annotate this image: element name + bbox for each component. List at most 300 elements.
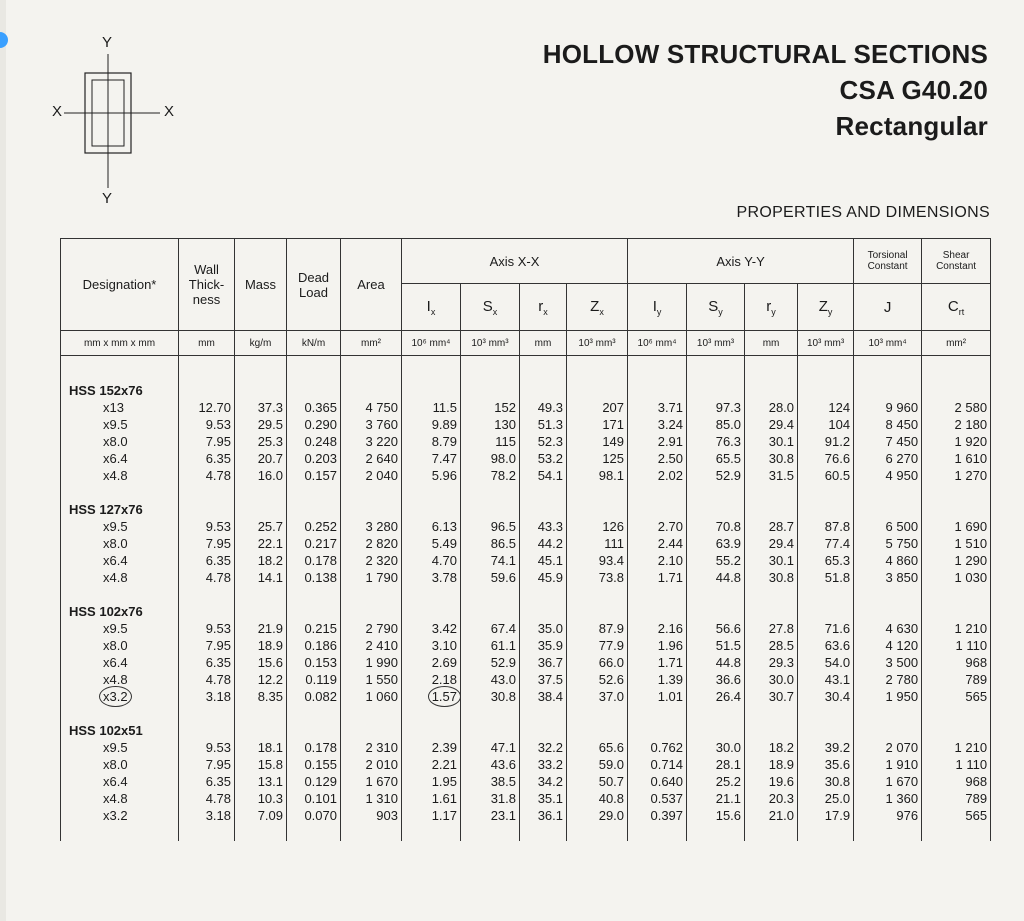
table-row <box>61 467 991 484</box>
cell-dl: 0.290 <box>287 416 341 433</box>
cell-zx: 59.0 <box>567 756 628 773</box>
cell-c: 1 110 <box>922 756 991 773</box>
cell-sx: 67.4 <box>461 620 520 637</box>
cell-dl: 0.138 <box>287 569 341 586</box>
table-row <box>61 790 991 807</box>
cell-sy: 55.2 <box>687 552 745 569</box>
cell-dl: 0.070 <box>287 807 341 824</box>
designation-cell <box>61 739 179 756</box>
table-row <box>61 739 991 756</box>
designation-cell <box>61 756 179 773</box>
cell-zx: 207 <box>567 399 628 416</box>
cell-dl: 0.215 <box>287 620 341 637</box>
cell-a: 903 <box>341 807 402 824</box>
group-name: HSS 102x51 <box>61 722 179 739</box>
table-row <box>61 450 991 467</box>
header-axis-xx: Axis X-X <box>402 239 628 284</box>
cell-a: 1 990 <box>341 654 402 671</box>
cell-iy: 3.24 <box>628 416 687 433</box>
cell-t: 4.78 <box>179 790 235 807</box>
cell-t: 9.53 <box>179 416 235 433</box>
cell-a: 1 790 <box>341 569 402 586</box>
cell-j: 3 850 <box>854 569 922 586</box>
cell-ry: 30.7 <box>745 688 798 705</box>
cell-j: 1 950 <box>854 688 922 705</box>
cell-t: 6.35 <box>179 552 235 569</box>
cell-ry: 20.3 <box>745 790 798 807</box>
cell-ix: 8.79 <box>402 433 461 450</box>
cell-c: 1 610 <box>922 450 991 467</box>
cell-ry: 19.6 <box>745 773 798 790</box>
cell-dl: 0.129 <box>287 773 341 790</box>
units-row <box>61 331 991 356</box>
designation-value: x9.5 <box>103 740 128 755</box>
table-row <box>61 416 991 433</box>
cell-ry: 18.2 <box>745 739 798 756</box>
unit-mass: kg/m <box>235 331 287 356</box>
cell-ry: 29.4 <box>745 535 798 552</box>
unit-crt: mm² <box>922 331 991 356</box>
cell-ry: 21.0 <box>745 807 798 824</box>
cell-a: 1 060 <box>341 688 402 705</box>
designation-value: x9.5 <box>103 519 128 534</box>
y-axis-bottom-label: Y <box>102 190 113 207</box>
cell-iy: 1.71 <box>628 654 687 671</box>
cell-iy: 0.397 <box>628 807 687 824</box>
cell-m: 8.35 <box>235 688 287 705</box>
cell-dl: 0.157 <box>287 467 341 484</box>
cell-zx: 87.9 <box>567 620 628 637</box>
cell-j: 3 500 <box>854 654 922 671</box>
cell-dl: 0.252 <box>287 518 341 535</box>
cell-zx: 29.0 <box>567 807 628 824</box>
cell-iy: 2.16 <box>628 620 687 637</box>
cell-rx: 43.3 <box>520 518 567 535</box>
cell-dl: 0.082 <box>287 688 341 705</box>
cell-sx: 38.5 <box>461 773 520 790</box>
table-row <box>61 807 991 824</box>
unit-j: 10³ mm⁴ <box>854 331 922 356</box>
cell-dl: 0.248 <box>287 433 341 450</box>
cell-c: 968 <box>922 773 991 790</box>
cell-sx: 61.1 <box>461 637 520 654</box>
header-torsional: Torsional Constant <box>854 239 922 284</box>
table-row <box>61 620 991 637</box>
cell-sx: 47.1 <box>461 739 520 756</box>
cell-sy: 28.1 <box>687 756 745 773</box>
cell-iy: 0.762 <box>628 739 687 756</box>
designation-cell <box>61 790 179 807</box>
title-line-3: Rectangular <box>835 111 988 141</box>
cell-iy: 2.10 <box>628 552 687 569</box>
table-body <box>61 356 991 842</box>
title-block <box>543 36 988 144</box>
scan-marker-dot <box>0 32 8 48</box>
cell-rx: 32.2 <box>520 739 567 756</box>
designation-cell <box>61 807 179 824</box>
cell-c: 565 <box>922 688 991 705</box>
cell-m: 22.1 <box>235 535 287 552</box>
cell-ix: 9.89 <box>402 416 461 433</box>
cell-ry: 29.3 <box>745 654 798 671</box>
cell-ix: 2.69 <box>402 654 461 671</box>
cell-ry: 30.1 <box>745 552 798 569</box>
unit-zy: 10³ mm³ <box>798 331 854 356</box>
designation-cell <box>61 637 179 654</box>
cell-dl: 0.155 <box>287 756 341 773</box>
cell-ix: 7.47 <box>402 450 461 467</box>
unit-wall: mm <box>179 331 235 356</box>
cell-zx: 37.0 <box>567 688 628 705</box>
unit-dead-load: kN/m <box>287 331 341 356</box>
cell-zy: 65.3 <box>798 552 854 569</box>
table-row <box>61 637 991 654</box>
cell-j: 2 780 <box>854 671 922 688</box>
cell-m: 14.1 <box>235 569 287 586</box>
cell-j: 7 450 <box>854 433 922 450</box>
cell-sx: 23.1 <box>461 807 520 824</box>
cell-sy: 76.3 <box>687 433 745 450</box>
cell-j: 6 500 <box>854 518 922 535</box>
cell-c: 1 920 <box>922 433 991 450</box>
cell-m: 18.2 <box>235 552 287 569</box>
unit-iy: 10⁶ mm⁴ <box>628 331 687 356</box>
cell-zx: 50.7 <box>567 773 628 790</box>
designation-value: x8.0 <box>103 638 128 653</box>
cell-iy: 2.91 <box>628 433 687 450</box>
cell-dl: 0.186 <box>287 637 341 654</box>
cell-sy: 63.9 <box>687 535 745 552</box>
designation-value: x3.2 <box>103 689 128 704</box>
designation-value: x4.8 <box>103 791 128 806</box>
header-wall-thickness: Wall Thick- ness <box>179 239 235 331</box>
cell-c: 1 110 <box>922 637 991 654</box>
cell-zy: 54.0 <box>798 654 854 671</box>
cell-ix: 5.49 <box>402 535 461 552</box>
cell-dl: 0.153 <box>287 654 341 671</box>
cell-sx: 115 <box>461 433 520 450</box>
page-edge <box>0 0 6 921</box>
spacer-row <box>61 356 991 383</box>
cell-m: 37.3 <box>235 399 287 416</box>
y-axis-top-label: Y <box>102 34 113 51</box>
cell-zy: 76.6 <box>798 450 854 467</box>
cell-sy: 44.8 <box>687 654 745 671</box>
cell-sy: 70.8 <box>687 518 745 535</box>
table-row <box>61 654 991 671</box>
cell-a: 2 310 <box>341 739 402 756</box>
sym-crt: $C_{rt}$ <box>922 284 991 331</box>
designation-value: x4.8 <box>103 468 128 483</box>
designation-value: x6.4 <box>103 553 128 568</box>
cell-rx: 52.3 <box>520 433 567 450</box>
designation-cell <box>61 467 179 484</box>
cell-m: 18.9 <box>235 637 287 654</box>
table-row <box>61 671 991 688</box>
cell-rx: 54.1 <box>520 467 567 484</box>
cell-j: 1 910 <box>854 756 922 773</box>
cell-a: 2 640 <box>341 450 402 467</box>
cell-ry: 29.4 <box>745 416 798 433</box>
cell-ix: 1.61 <box>402 790 461 807</box>
designation-cell <box>61 773 179 790</box>
sym-ix: $I_x$ <box>402 284 461 331</box>
cell-sx: 130 <box>461 416 520 433</box>
cell-zx: 73.8 <box>567 569 628 586</box>
cell-iy: 1.01 <box>628 688 687 705</box>
cell-ix: 1.57 <box>402 688 461 705</box>
cell-zy: 39.2 <box>798 739 854 756</box>
cell-a: 2 790 <box>341 620 402 637</box>
cell-j: 4 860 <box>854 552 922 569</box>
designation-cell <box>61 688 179 705</box>
sym-zx: $Z_x$ <box>567 284 628 331</box>
cell-iy: 0.640 <box>628 773 687 790</box>
cell-zy: 124 <box>798 399 854 416</box>
cell-ix: 2.21 <box>402 756 461 773</box>
group-header-row <box>61 382 991 399</box>
cell-j: 976 <box>854 807 922 824</box>
unit-area: mm² <box>341 331 402 356</box>
cell-iy: 0.714 <box>628 756 687 773</box>
cell-ry: 28.0 <box>745 399 798 416</box>
cell-iy: 1.96 <box>628 637 687 654</box>
cell-sy: 36.6 <box>687 671 745 688</box>
cell-c: 1 690 <box>922 518 991 535</box>
cell-sy: 15.6 <box>687 807 745 824</box>
cell-rx: 33.2 <box>520 756 567 773</box>
group-name: HSS 102x76 <box>61 603 179 620</box>
cell-iy: 2.44 <box>628 535 687 552</box>
cell-rx: 34.2 <box>520 773 567 790</box>
cell-zy: 71.6 <box>798 620 854 637</box>
cell-zx: 52.6 <box>567 671 628 688</box>
cell-zx: 149 <box>567 433 628 450</box>
cell-m: 18.1 <box>235 739 287 756</box>
cell-j: 4 950 <box>854 467 922 484</box>
table-row <box>61 518 991 535</box>
cell-ix: 1.95 <box>402 773 461 790</box>
cell-sx: 78.2 <box>461 467 520 484</box>
cell-ry: 27.8 <box>745 620 798 637</box>
cell-t: 7.95 <box>179 433 235 450</box>
cell-ry: 30.1 <box>745 433 798 450</box>
designation-cell <box>61 416 179 433</box>
header-axis-yy: Axis Y-Y <box>628 239 854 284</box>
designation-value: x3.2 <box>103 808 128 823</box>
designation-cell <box>61 535 179 552</box>
cell-c: 565 <box>922 807 991 824</box>
cell-sx: 43.0 <box>461 671 520 688</box>
table-row <box>61 756 991 773</box>
cell-dl: 0.365 <box>287 399 341 416</box>
cell-c: 1 210 <box>922 739 991 756</box>
table-row <box>61 688 991 705</box>
cell-sx: 86.5 <box>461 535 520 552</box>
cell-ry: 30.8 <box>745 569 798 586</box>
cell-rx: 36.7 <box>520 654 567 671</box>
cell-t: 4.78 <box>179 467 235 484</box>
cell-zx: 40.8 <box>567 790 628 807</box>
cell-a: 3 760 <box>341 416 402 433</box>
cell-t: 7.95 <box>179 637 235 654</box>
table-row <box>61 399 991 416</box>
designation-cell <box>61 518 179 535</box>
cell-sx: 59.6 <box>461 569 520 586</box>
designation-cell <box>61 552 179 569</box>
cell-iy: 2.02 <box>628 467 687 484</box>
spacer-row <box>61 824 991 841</box>
table-row <box>61 433 991 450</box>
designation-value: x6.4 <box>103 774 128 789</box>
unit-rx: mm <box>520 331 567 356</box>
header-shear: Shear Constant <box>922 239 991 284</box>
cell-ry: 28.5 <box>745 637 798 654</box>
sym-iy: $I_y$ <box>628 284 687 331</box>
cell-dl: 0.178 <box>287 739 341 756</box>
cell-zy: 43.1 <box>798 671 854 688</box>
cell-t: 4.78 <box>179 569 235 586</box>
sym-ry: $r_y$ <box>745 284 798 331</box>
cell-m: 15.8 <box>235 756 287 773</box>
cell-ix: 3.10 <box>402 637 461 654</box>
cell-dl: 0.101 <box>287 790 341 807</box>
sym-j: J <box>854 284 922 331</box>
cell-sy: 56.6 <box>687 620 745 637</box>
cell-j: 6 270 <box>854 450 922 467</box>
cell-zx: 125 <box>567 450 628 467</box>
cell-a: 2 040 <box>341 467 402 484</box>
table-row <box>61 535 991 552</box>
cell-t: 3.18 <box>179 807 235 824</box>
table-row <box>61 552 991 569</box>
x-axis-right-label: X <box>164 103 175 120</box>
cell-rx: 44.2 <box>520 535 567 552</box>
cell-sy: 44.8 <box>687 569 745 586</box>
cell-j: 1 670 <box>854 773 922 790</box>
cell-sy: 52.9 <box>687 467 745 484</box>
cell-zx: 98.1 <box>567 467 628 484</box>
cell-zx: 171 <box>567 416 628 433</box>
cell-t: 9.53 <box>179 518 235 535</box>
cell-t: 6.35 <box>179 654 235 671</box>
cell-c: 1 270 <box>922 467 991 484</box>
cell-c: 2 580 <box>922 399 991 416</box>
cell-sx: 43.6 <box>461 756 520 773</box>
cell-t: 7.95 <box>179 756 235 773</box>
cell-iy: 0.537 <box>628 790 687 807</box>
cell-c: 789 <box>922 671 991 688</box>
properties-table <box>60 238 991 841</box>
cell-zx: 93.4 <box>567 552 628 569</box>
cell-ix: 5.96 <box>402 467 461 484</box>
cell-ix: 3.78 <box>402 569 461 586</box>
cell-sy: 65.5 <box>687 450 745 467</box>
cell-sx: 74.1 <box>461 552 520 569</box>
cell-rx: 35.1 <box>520 790 567 807</box>
designation-cell <box>61 654 179 671</box>
designation-value: x9.5 <box>103 417 128 432</box>
cell-m: 21.9 <box>235 620 287 637</box>
cell-sy: 30.0 <box>687 739 745 756</box>
group-header-row <box>61 501 991 518</box>
cell-rx: 45.9 <box>520 569 567 586</box>
designation-value: x8.0 <box>103 434 128 449</box>
table-row <box>61 569 991 586</box>
cell-m: 16.0 <box>235 467 287 484</box>
unit-ix: 10⁶ mm⁴ <box>402 331 461 356</box>
spacer-row <box>61 705 991 722</box>
cell-a: 3 220 <box>341 433 402 450</box>
cell-sy: 26.4 <box>687 688 745 705</box>
cell-rx: 35.9 <box>520 637 567 654</box>
designation-value: x8.0 <box>103 536 128 551</box>
cell-iy: 2.70 <box>628 518 687 535</box>
cell-zx: 66.0 <box>567 654 628 671</box>
cell-c: 1 030 <box>922 569 991 586</box>
cell-zy: 35.6 <box>798 756 854 773</box>
cell-a: 3 280 <box>341 518 402 535</box>
cell-a: 1 670 <box>341 773 402 790</box>
cell-ry: 30.8 <box>745 450 798 467</box>
spacer-row <box>61 484 991 501</box>
sym-rx: $r_x$ <box>520 284 567 331</box>
cell-sx: 31.8 <box>461 790 520 807</box>
cell-j: 1 360 <box>854 790 922 807</box>
sym-sx: $S_x$ <box>461 284 520 331</box>
designation-cell <box>61 620 179 637</box>
group-name: HSS 127x76 <box>61 501 179 518</box>
table-row <box>61 773 991 790</box>
cell-dl: 0.178 <box>287 552 341 569</box>
cell-m: 25.3 <box>235 433 287 450</box>
cell-zy: 104 <box>798 416 854 433</box>
unit-sx: 10³ mm³ <box>461 331 520 356</box>
cell-ix: 6.13 <box>402 518 461 535</box>
group-name: HSS 152x76 <box>61 382 179 399</box>
cell-rx: 51.3 <box>520 416 567 433</box>
designation-value: x4.8 <box>103 570 128 585</box>
cell-zy: 63.6 <box>798 637 854 654</box>
cell-rx: 35.0 <box>520 620 567 637</box>
group-header-row <box>61 722 991 739</box>
designation-value: x13 <box>103 400 124 415</box>
cell-m: 13.1 <box>235 773 287 790</box>
cell-t: 4.78 <box>179 671 235 688</box>
cell-rx: 38.4 <box>520 688 567 705</box>
cell-ix: 2.39 <box>402 739 461 756</box>
header-mass: Mass <box>235 239 287 331</box>
designation-value: x9.5 <box>103 621 128 636</box>
designation-value: x4.8 <box>103 672 128 687</box>
cell-j: 5 750 <box>854 535 922 552</box>
cell-j: 9 960 <box>854 399 922 416</box>
group-header-row <box>61 603 991 620</box>
cell-ix: 2.18 <box>402 671 461 688</box>
cell-sx: 52.9 <box>461 654 520 671</box>
cell-a: 2 320 <box>341 552 402 569</box>
cell-t: 3.18 <box>179 688 235 705</box>
cell-j: 2 070 <box>854 739 922 756</box>
cell-zy: 77.4 <box>798 535 854 552</box>
cell-sx: 98.0 <box>461 450 520 467</box>
cell-ix: 3.42 <box>402 620 461 637</box>
cell-sy: 85.0 <box>687 416 745 433</box>
title-line-1: HOLLOW STRUCTURAL SECTIONS <box>542 39 988 69</box>
cell-j: 4 120 <box>854 637 922 654</box>
cell-zy: 51.8 <box>798 569 854 586</box>
designation-cell <box>61 433 179 450</box>
